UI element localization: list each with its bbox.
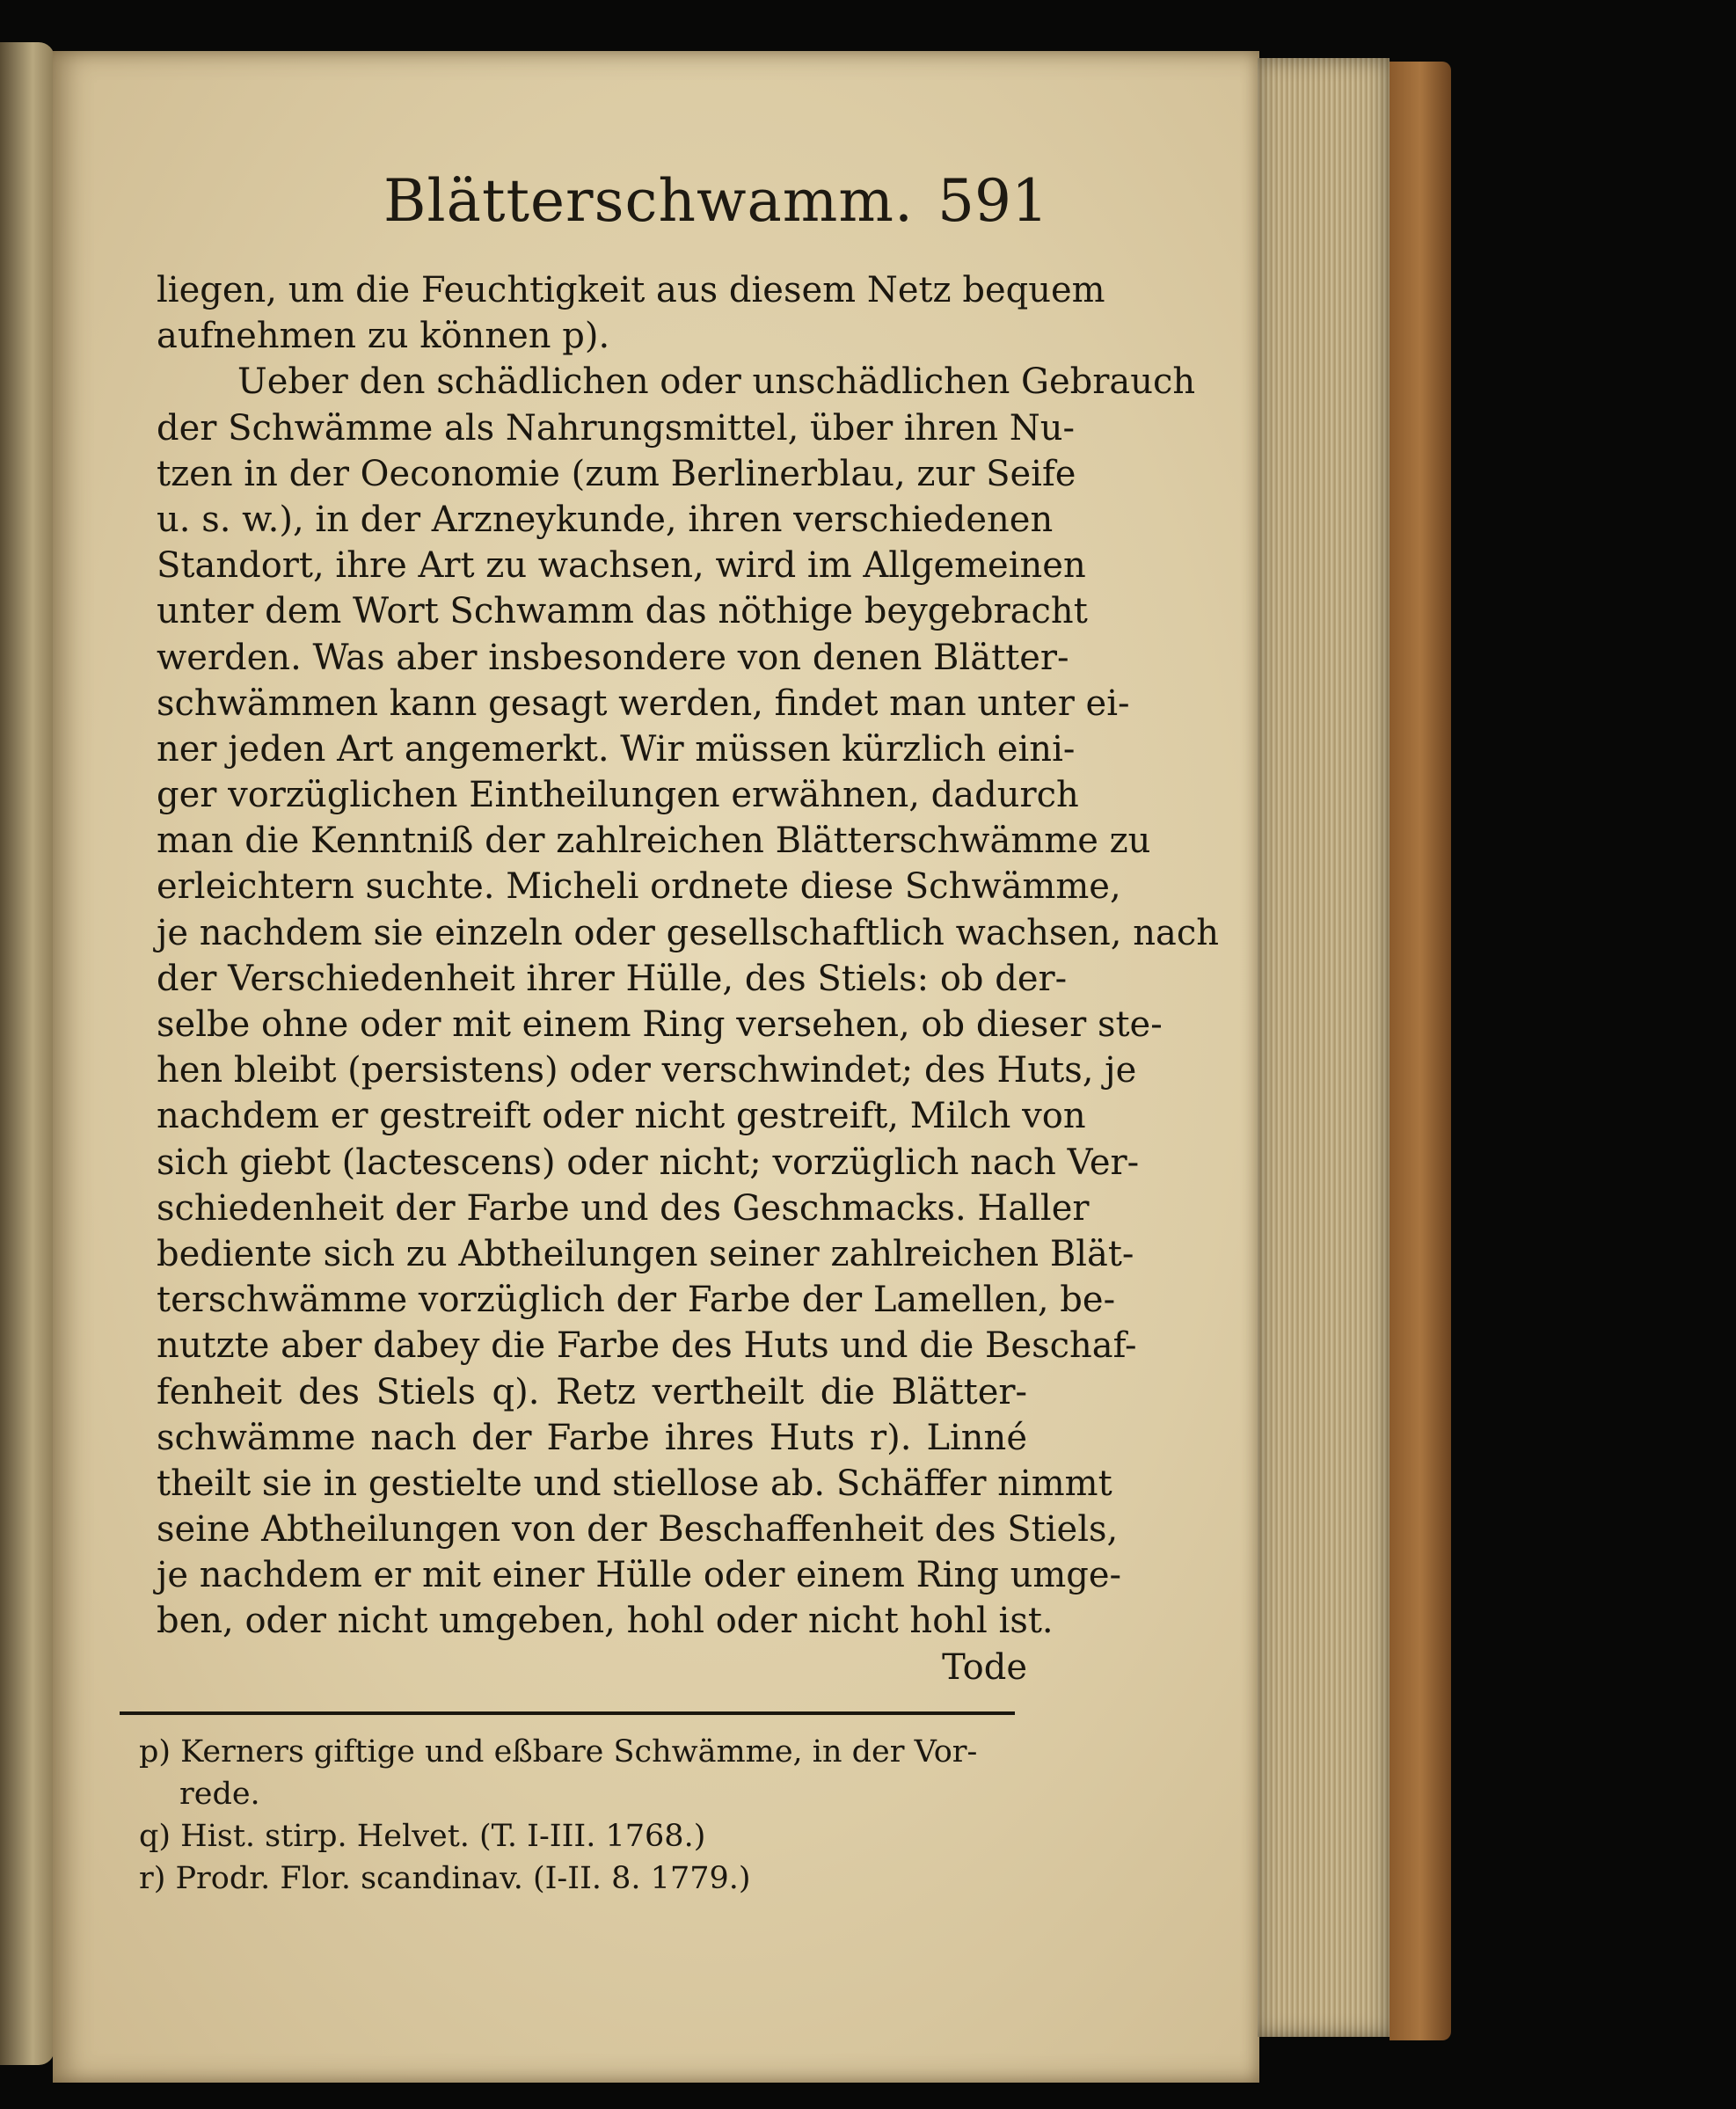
text-line: hen bleibt (persistens) oder verschwindet; des Huts, je bbox=[157, 1050, 1137, 1091]
text-line: ben, oder nicht umgeben, hohl oder nicht hohl ist. bbox=[157, 1601, 1054, 1642]
footnote-r: r) Prodr. Flor. scandinav. (I-II. 8. 1779.) bbox=[139, 1861, 751, 1896]
book-cover-edge bbox=[1390, 62, 1451, 2040]
text-line: sich giebt (lactescens) oder nicht; vorzüglich nach Ver- bbox=[157, 1142, 1140, 1183]
text-line: unter dem Wort Schwamm das nöthige beygebracht bbox=[157, 591, 1088, 632]
footnote-q: q) Hist. stirp. Helvet. (T. I-III. 1768.) bbox=[139, 1819, 706, 1854]
text-line: je nachdem er mit einer Hülle oder einem Ring umge- bbox=[157, 1555, 1122, 1596]
page-number: 591 bbox=[937, 167, 1048, 235]
footnote-p-continued: rede. bbox=[179, 1777, 260, 1812]
text-line: der Verschiedenheit ihrer Hülle, des Stiels: ob der- bbox=[157, 958, 1068, 999]
page-header bbox=[383, 167, 1263, 246]
text-line: der Schwämme als Nahrungsmittel, über ihren Nu- bbox=[157, 407, 1076, 449]
running-head: Blätterschwamm. bbox=[383, 167, 914, 235]
catchword: Tode bbox=[942, 1646, 1027, 1688]
body-text bbox=[157, 267, 1219, 1690]
text-line: Ueber den schädlichen oder unschädlichen Gebrauch bbox=[237, 361, 1196, 403]
text-line: terschwämme vorzüglich der Farbe der Lamellen, be- bbox=[157, 1280, 1116, 1321]
text-line: bediente sich zu Abtheilungen seiner zahlreichen Blät- bbox=[157, 1233, 1134, 1274]
previous-page-edge bbox=[0, 42, 55, 2065]
footnotes bbox=[139, 1731, 1018, 1900]
footnote-rule bbox=[120, 1711, 1015, 1715]
text-line: fenheit des Stiels q). Retz vertheilt die Blätter- bbox=[157, 1371, 1027, 1412]
text-line: schwämmen kann gesagt werden, findet man unter ei- bbox=[157, 682, 1130, 724]
text-line: seine Abtheilungen von der Beschaffenheit des Stiels, bbox=[157, 1509, 1119, 1551]
text-line: aufnehmen zu können p). bbox=[157, 316, 610, 357]
text-line: selbe ohne oder mit einem Ring versehen, ob dieser ste- bbox=[157, 1004, 1163, 1045]
footnote-p: p) Kerners giftige und eßbare Schwämme, in der Vor- bbox=[139, 1734, 978, 1770]
text-line: ger vorzüglichen Eintheilungen erwähnen, dadurch bbox=[157, 775, 1079, 816]
text-line: nachdem er gestreift oder nicht gestreift, Milch von bbox=[157, 1096, 1086, 1137]
text-line: nutzte aber dabey die Farbe des Huts und die Beschaf- bbox=[157, 1325, 1137, 1367]
text-line: man die Kenntniß der zahlreichen Blätterschwämme zu bbox=[157, 821, 1151, 862]
text-line: theilt sie in gestielte und stiellose ab. Schäffer nimmt bbox=[157, 1463, 1112, 1504]
text-line: ner jeden Art angemerkt. Wir müssen kürzlich eini- bbox=[157, 728, 1076, 770]
text-line: je nachdem sie einzeln oder gesellschaftlich wachsen, nach bbox=[157, 912, 1219, 953]
text-line: werden. Was aber insbesondere von denen Blätter- bbox=[157, 637, 1069, 678]
text-line: liegen, um die Feuchtigkeit aus diesem Netz bequem bbox=[157, 270, 1105, 310]
text-line: erleichtern suchte. Micheli ordnete diese Schwämme, bbox=[157, 866, 1121, 908]
text-line: schwämme nach der Farbe ihres Huts r). Linné bbox=[157, 1417, 1027, 1458]
text-line: u. s. w.), in der Arzneykunde, ihren verschiedenen bbox=[157, 499, 1054, 540]
text-line: tzen in der Oeconomie (zum Berlinerblau, zur Seife bbox=[157, 453, 1076, 494]
text-line: Standort, ihre Art zu wachsen, wird im Allgemeinen bbox=[157, 545, 1086, 587]
text-line: schiedenheit der Farbe und des Geschmacks. Haller bbox=[157, 1187, 1090, 1229]
page-block-edge bbox=[1258, 58, 1390, 2037]
